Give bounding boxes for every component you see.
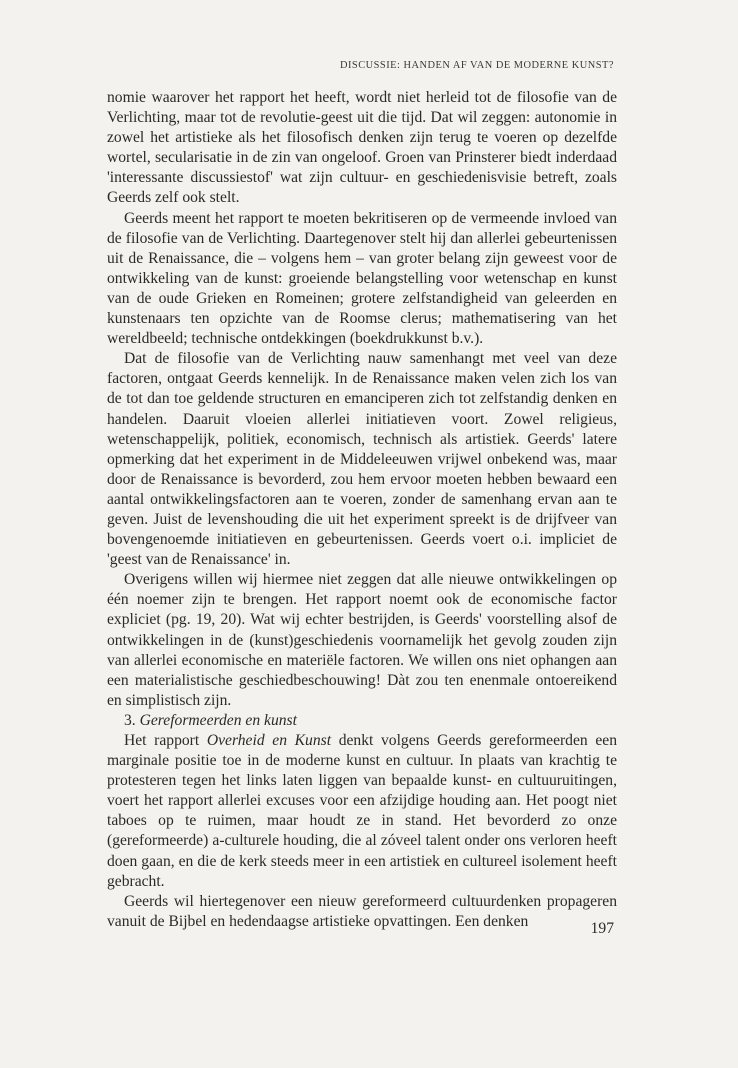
paragraph-5-after: denkt volgens Geerds gereformeerden een marginale positie toe in de moderne kunst en cultuur. In plaats van krachtig te protesteren tegen het links laten liggen van bepaalde kunst- en cultuuruitingen, voert het rapport allerlei excuses voor een afzijdige houding aan. Het poogt niet taboes op te ruimen, maar houdt ze in stand. Het bevorderd zo onze (gereformeerde) a-culturele houding, die al zóveel talent onder ons verloren heeft doen gaan, en die de kerk steeds meer in een artistiek en cultureel isolement heeft gebracht. xyxy=(107,732,617,890)
section-heading xyxy=(107,711,617,731)
paragraph-5-before: Het rapport xyxy=(124,732,207,749)
page-number: 197 xyxy=(590,920,614,937)
section-number: 3. xyxy=(124,711,136,729)
body-text xyxy=(107,88,617,932)
paragraph-1: nomie waarover het rapport het heeft, wordt niet herleid tot de filosofie van de Verlichting, maar tot de revolutie-geest uit die tijd. Dat wil zeggen: autonomie in zowel het artistieke als het filosofisch denken zijn terug te voeren op dezelfde wortel, secularisatie in de zin van ongeloof. Groen van Prinsterer biedt inderdaad 'interessante discussiestof' wat zijn cultuur- en geschiedenisvisie betreft, zoals Geerds zelf ook stelt. xyxy=(107,89,617,207)
paragraph-6: Geerds wil hiertegenover een nieuw gereformeerd cultuurdenken propageren vanuit de Bijbel en hedendaagse artistieke opvattingen. Een denken xyxy=(107,892,617,930)
section-title: Gereformeerden en kunst xyxy=(139,711,297,729)
report-title: Overheid en Kunst xyxy=(206,732,332,749)
paragraph-4: Overigens willen wij hiermee niet zeggen dat alle nieuwe ontwikkelingen op één noemer zijn te brengen. Het rapport noemt ook de economische factor expliciet (pg. 19, 20). Wat wij echter bestrijden, is Geerds' voorstelling alsof de ontwikkelingen in de (kunst)geschiedenis voornamelijk het gevolg zouden zijn van allerlei economische en materiële factoren. We willen ons niet ophangen aan een materialistische geschiedbeschouwing! Dàt zou ten enenmale ontoereikend en simplistisch zijn. xyxy=(107,571,617,709)
paragraph-5 xyxy=(107,731,617,892)
paragraph-3: Dat de filosofie van de Verlichting nauw samenhangt met veel van deze factoren, ontgaat Geerds kennelijk. In de Renaissance maken velen zich los van de tot dan toe geldende structuren en emanciperen zich tot zelfstandig denken en handelen. Daaruit vloeien allerlei initiatieven voort. Zowel religieus, wetenschappelijk, politiek, economisch, technisch als artistiek. Geerds' latere opmerking dat het experiment in de Middeleeuwen vrijwel onbekend was, maar door de Renaissance is bevorderd, zou hem ervoor moeten hebben bewaard een aantal ontwikkelingsfactoren aan te voeren, zonder de samenhang ervan aan te geven. Juist de levenshouding die uit het experiment spreekt is de drijfveer van bovengenoemde initiatieven en gebeurtenissen. Geerds voert o.i. impliciet de 'geest van de Renaissance' in. xyxy=(107,350,617,569)
running-head: DISCUSSIE: HANDEN AF VAN DE MODERNE KUNST? xyxy=(339,60,614,71)
paragraph-2: Geerds meent het rapport te moeten bekritiseren op de vermeende invloed van de filosofie van de Verlichting. Daartegenover stelt hij dan allerlei gebeurtenissen uit de Renaissance, die – volgens hem – van groter belang zijn geweest voor de ontwikkeling van de kunst: groeiende belangstelling voor wetenschap en kunst van de oude Grieken en Romeinen; grotere zelfstandigheid van geleerden en kunstenaars ten opzichte van de Roomse clerus; mathematisering van het wereldbeeld; technische ontdekkingen (boekdrukkunst b.v.). xyxy=(107,209,617,348)
